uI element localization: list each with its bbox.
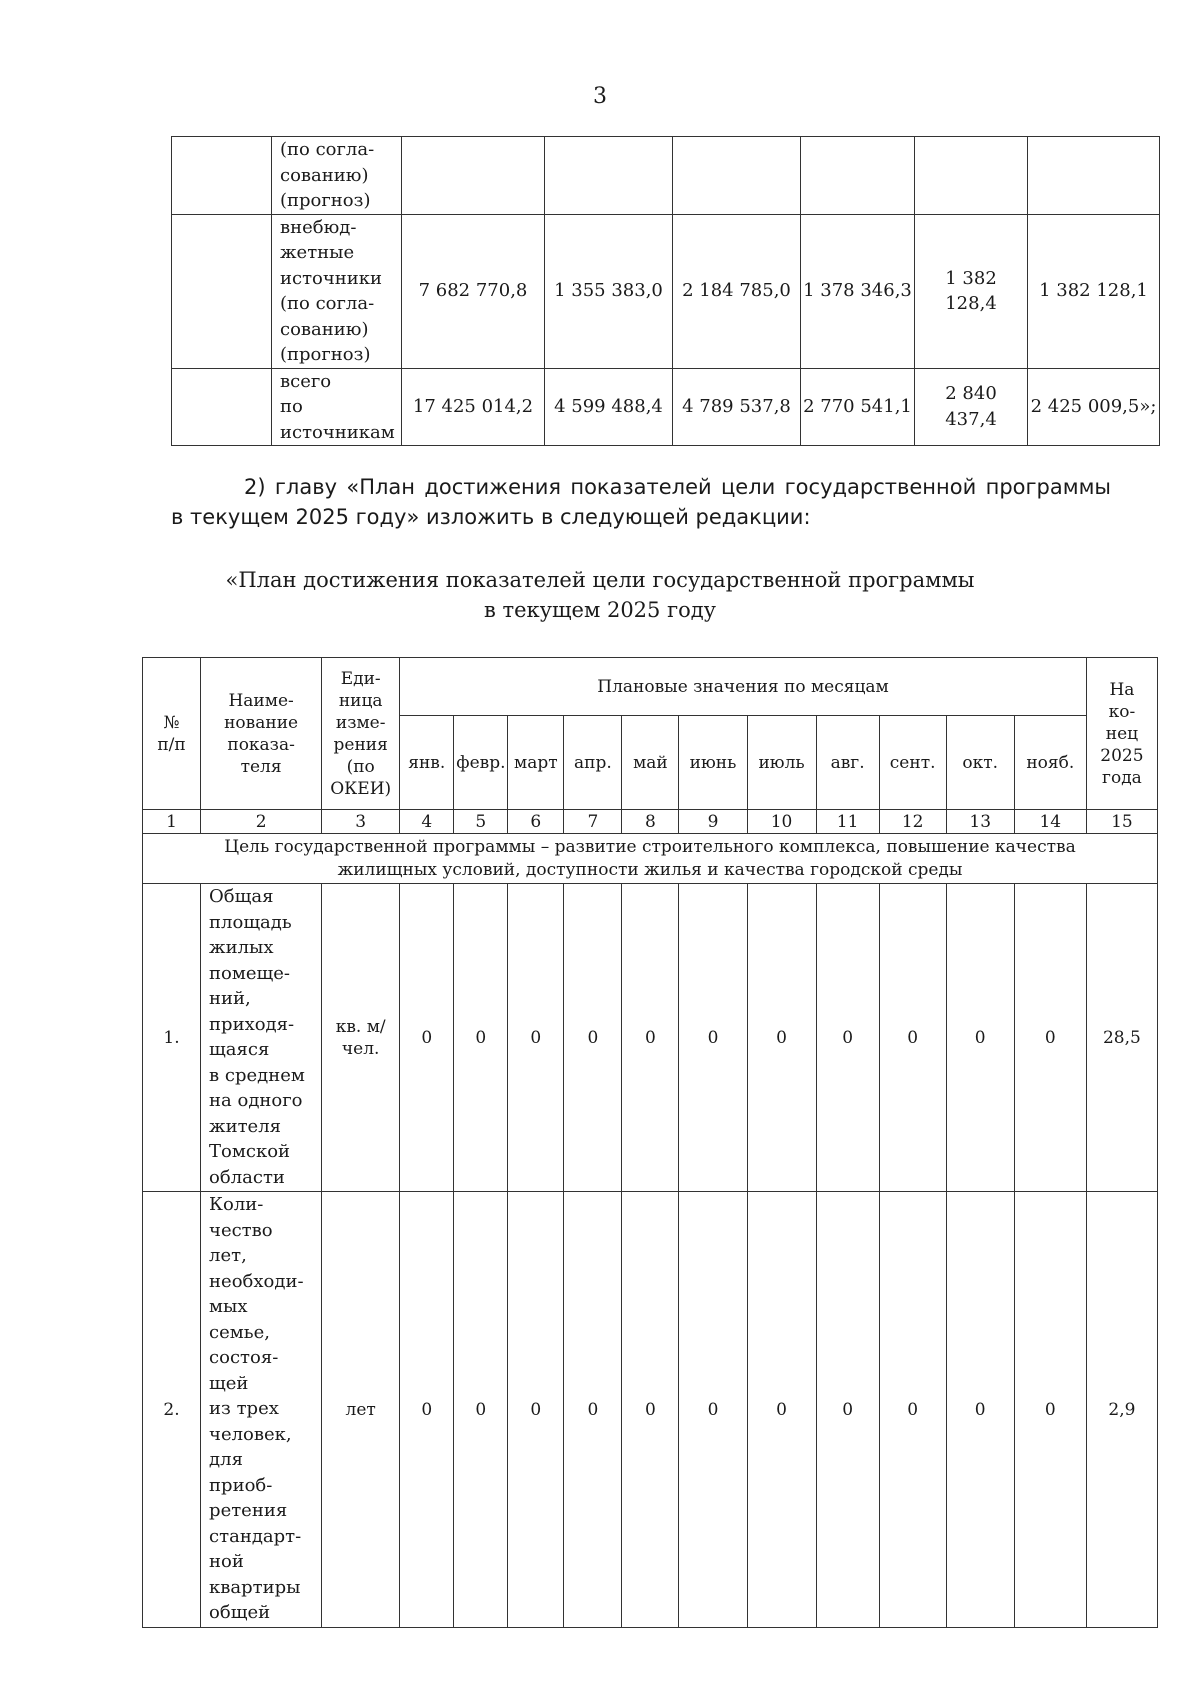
month-value: 0 [946,1192,1014,1628]
funding-value: 1 378 346,3 [801,214,915,368]
month-value: 0 [622,884,679,1192]
funding-source-line: по [280,396,303,417]
funding-value: 1 382 128,1 [1028,214,1160,368]
indicator-name-line: для [209,1449,243,1470]
header-end-line: нец [1105,723,1139,744]
indicator-row [143,884,1158,1192]
header-unit-line: ОКЕИ) [330,778,392,799]
funding-row [172,368,1160,446]
indicator-name-line: щей [209,1372,249,1394]
month-header: окт. [946,716,1014,810]
column-number: 2 [201,810,322,834]
plan-title-line-1: «План достижения показателей цели государственной программы [225,568,975,592]
funding-value: 1 355 383,0 [545,214,673,368]
funding-empty-cell [172,214,272,368]
header-end-line: На [1109,679,1135,700]
funding-source-line: внебюд- [280,216,357,238]
month-value: 0 [679,1192,747,1628]
month-value: 0 [816,1192,879,1628]
column-number: 5 [454,810,508,834]
column-number: 13 [946,810,1014,834]
indicator-name-line: площадь [209,911,292,933]
funding-source-line: источникам [280,421,395,443]
indicator-name-line: лет, [209,1245,247,1266]
funding-source-line: (прогноз) [280,344,371,365]
header-unit-line: Еди- [340,668,381,689]
header-name [201,658,322,810]
indicator-name-line: на одного [209,1090,303,1111]
month-header: февр. [454,716,508,810]
funding-value: 4 599 488,4 [545,368,673,446]
column-number: 9 [679,810,747,834]
month-value: 0 [679,884,747,1192]
header-name-line: Наиме- [228,690,294,711]
header-unit-line: изме- [335,712,386,733]
indicator-name-line: помеще- [209,962,291,984]
header-unit-line: ница [338,690,383,711]
column-number: 3 [322,810,400,834]
month-value: 0 [747,1192,816,1628]
column-numbers-row [143,810,1158,834]
goal-text [143,834,1158,884]
header-planned: Плановые значения по месяцам [400,658,1087,716]
indicator-name-line: ретения [209,1500,288,1521]
amendment-paragraph [171,472,1111,532]
plan-header-row [143,658,1158,716]
indicator-name-line: жителя [209,1115,282,1137]
column-number: 10 [747,810,816,834]
indicator-unit [322,1192,400,1628]
indicator-name-line: щаяся [209,1039,270,1060]
month-header: янв. [400,716,454,810]
indicator-unit-line: лет [345,1399,376,1420]
header-name-line: нование [224,712,299,733]
funding-value [1028,137,1160,215]
funding-value: 7 682 770,8 [402,214,545,368]
funding-source-line: (по согла- [280,139,375,160]
indicator-name-line: жилых [209,937,274,958]
month-header: июль [747,716,816,810]
funding-source-name [272,368,402,446]
header-num [143,658,201,810]
indicator-name-line: приходя- [209,1013,295,1035]
month-value: 0 [816,884,879,1192]
month-value: 0 [454,1192,508,1628]
indicator-number: 2. [143,1192,201,1628]
column-number: 12 [879,810,946,834]
indicator-name [201,1192,322,1628]
funding-value [673,137,801,215]
header-end-line: года [1102,767,1142,788]
month-value: 0 [1014,884,1086,1192]
indicator-name-line: семье, [209,1321,270,1343]
header-name-line: теля [240,756,282,777]
plan-table [142,657,1158,1628]
month-header: нояб. [1014,716,1086,810]
funding-source-line: (по согла- [280,293,375,314]
month-value: 0 [747,884,816,1192]
indicator-name-line: квартиры [209,1576,301,1598]
funding-row [172,137,1160,215]
month-value: 0 [454,884,508,1192]
indicator-name-line: человек, [209,1423,292,1445]
column-number: 8 [622,810,679,834]
funding-source-line: жетные [280,242,355,263]
month-value: 0 [879,884,946,1192]
funding-source-name [272,214,402,368]
goal-line: жилищных условий, доступности жилья и качества городской среды [337,859,963,880]
header-end-line: 2025 [1100,745,1144,766]
indicator-name-line: из трех [209,1398,279,1419]
indicator-name-line: необходи- [209,1270,304,1292]
month-header: апр. [564,716,622,810]
end-of-year-value: 2,9 [1086,1192,1157,1628]
end-of-year-value: 28,5 [1086,884,1157,1192]
column-number: 7 [564,810,622,834]
header-num-line: № [163,712,180,733]
header-num-line: п/п [157,734,186,755]
funding-source-line: всего [280,370,332,392]
column-number: 11 [816,810,879,834]
month-header: сент. [879,716,946,810]
month-header: март [508,716,564,810]
goal-line: Цель государственной программы – развитие строительного комплекса, повышение качества [224,836,1076,857]
indicator-name-line: Коли- [209,1194,264,1215]
funding-source-line: сованию) [280,164,369,186]
column-number: 1 [143,810,201,834]
month-value: 0 [508,884,564,1192]
month-value: 0 [879,1192,946,1628]
header-end [1086,658,1157,810]
header-unit-line: рения [333,734,388,755]
funding-source-name [272,137,402,215]
month-value: 0 [946,884,1014,1192]
indicator-name-line: ной [209,1551,244,1572]
funding-value [402,137,545,215]
amendment-line-1: 2) главу «План достижения показателей цели государственной программы [244,475,1111,499]
funding-value: 4 789 537,8 [673,368,801,446]
month-header: июнь [679,716,747,810]
funding-source-line: (прогноз) [280,190,371,211]
indicator-name-line: области [209,1166,285,1188]
indicator-name [201,884,322,1192]
month-value: 0 [564,1192,622,1628]
funding-value: 17 425 014,2 [402,368,545,446]
column-number: 6 [508,810,564,834]
indicator-name-line: Томской [209,1141,291,1162]
indicator-unit-line: чел. [341,1038,380,1059]
column-number: 15 [1086,810,1157,834]
indicator-name-line: ний, [209,988,251,1009]
funding-source-line: источники [280,267,383,289]
month-header: авг. [816,716,879,810]
month-value: 0 [508,1192,564,1628]
funding-table [171,136,1160,446]
indicator-name-line: состоя- [209,1347,279,1368]
funding-empty-cell [172,368,272,446]
indicator-name-line: в среднем [209,1064,305,1086]
indicator-unit-line: кв. м/ [335,1016,386,1037]
header-unit [322,658,400,810]
indicator-name-line: стандарт- [209,1525,302,1547]
indicator-row [143,1192,1158,1628]
funding-value: 2 425 009,5»; [1028,368,1160,446]
indicator-number: 1. [143,884,201,1192]
funding-value: 2 840 437,4 [915,368,1028,446]
indicator-unit [322,884,400,1192]
funding-value: 2 770 541,1 [801,368,915,446]
month-value: 0 [400,884,454,1192]
funding-value: 1 382 128,4 [915,214,1028,368]
funding-empty-cell [172,137,272,215]
funding-value [545,137,673,215]
indicator-name-line: Общая [209,886,274,907]
month-value: 0 [564,884,622,1192]
funding-value: 2 184 785,0 [673,214,801,368]
column-number: 14 [1014,810,1086,834]
month-value: 0 [622,1192,679,1628]
indicator-name-line: мых [209,1296,248,1317]
header-end-line: ко- [1108,701,1136,722]
header-name-line: показа- [227,734,295,755]
indicator-name-line: общей [209,1602,271,1623]
month-value: 0 [400,1192,454,1628]
funding-source-line: сованию) [280,318,369,340]
indicator-name-line: чество [209,1219,273,1241]
funding-value [915,137,1028,215]
page-number: 3 [593,84,607,109]
month-value: 0 [1014,1192,1086,1628]
funding-row [172,214,1160,368]
plan-title-line-2: в текущем 2025 году [483,598,717,622]
amendment-line-2: в текущем 2025 году» изложить в следующей редакции: [171,505,811,529]
header-unit-line: (по [346,756,375,777]
indicator-name-line: приоб- [209,1474,273,1496]
goal-row [143,834,1158,884]
funding-value [801,137,915,215]
month-header: май [622,716,679,810]
column-number: 4 [400,810,454,834]
